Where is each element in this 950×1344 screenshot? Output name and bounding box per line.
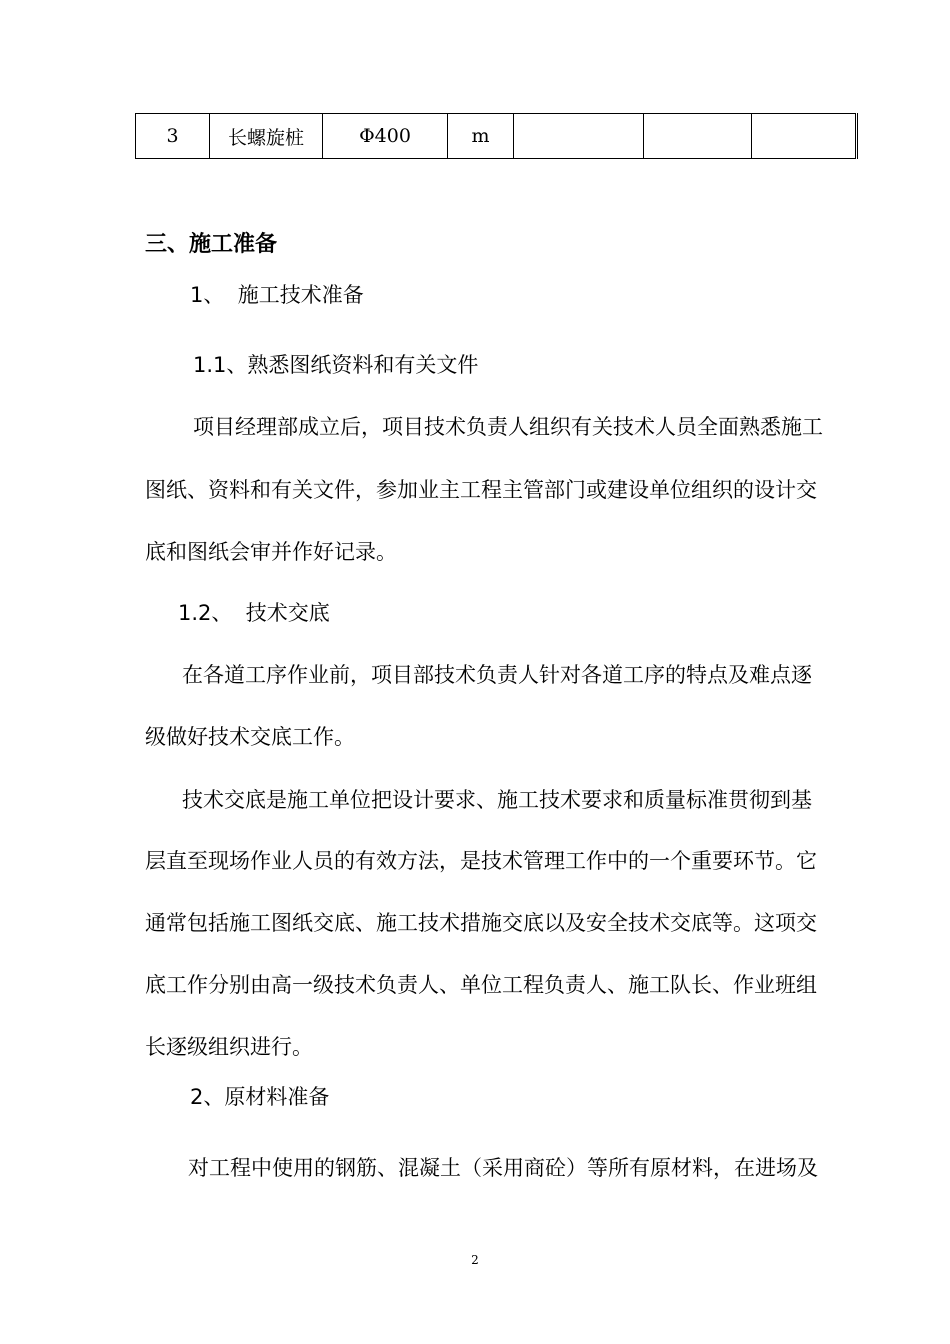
paragraph-line: 底和图纸会审并作好记录。 xyxy=(145,540,397,564)
table-cell-empty xyxy=(644,114,752,159)
paragraph-line: 级做好技术交底工作。 xyxy=(145,725,355,749)
table-cell-index: 3 xyxy=(136,114,210,159)
paragraph-line: 对工程中使用的钢筋、混凝土（采用商砼）等所有原材料，在进场及 xyxy=(188,1156,818,1180)
subsection-heading-1: 1、 施工技术准备 xyxy=(190,283,364,307)
subsection-heading-2: 2、原材料准备 xyxy=(190,1085,330,1109)
page-number: 2 xyxy=(471,1253,479,1267)
table-cell-spec: Φ400 xyxy=(323,114,448,159)
paragraph-line: 层直至现场作业人员的有效方法，是技术管理工作中的一个重要环节。它 xyxy=(145,849,817,873)
table-cell-unit: m xyxy=(448,114,514,159)
table-cell-empty xyxy=(752,114,857,159)
paragraph-line: 图纸、资料和有关文件，参加业主工程主管部门或建设单位组织的设计交 xyxy=(145,478,817,502)
materials-table xyxy=(135,113,858,159)
paragraph-line: 在各道工序作业前，项目部技术负责人针对各道工序的特点及难点逐 xyxy=(182,663,812,687)
paragraph-line: 项目经理部成立后，项目技术负责人组织有关技术人员全面熟悉施工 xyxy=(193,415,823,439)
subsection-heading-1-2: 1.2、 技术交底 xyxy=(178,601,330,625)
table-cell-name: 长螺旋桩 xyxy=(210,114,323,159)
paragraph-line: 长逐级组织进行。 xyxy=(145,1035,313,1059)
paragraph-line: 底工作分别由高一级技术负责人、单位工程负责人、施工队长、作业班组 xyxy=(145,973,817,997)
section-heading: 三、施工准备 xyxy=(145,232,278,257)
subsection-heading-1-1: 1.1、熟悉图纸资料和有关文件 xyxy=(193,353,479,377)
table-row xyxy=(136,114,857,159)
paragraph-line: 技术交底是施工单位把设计要求、施工技术要求和质量标准贯彻到基 xyxy=(182,788,812,812)
paragraph-line: 通常包括施工图纸交底、施工技术措施交底以及安全技术交底等。这项交 xyxy=(145,911,817,935)
table-cell-empty xyxy=(514,114,644,159)
